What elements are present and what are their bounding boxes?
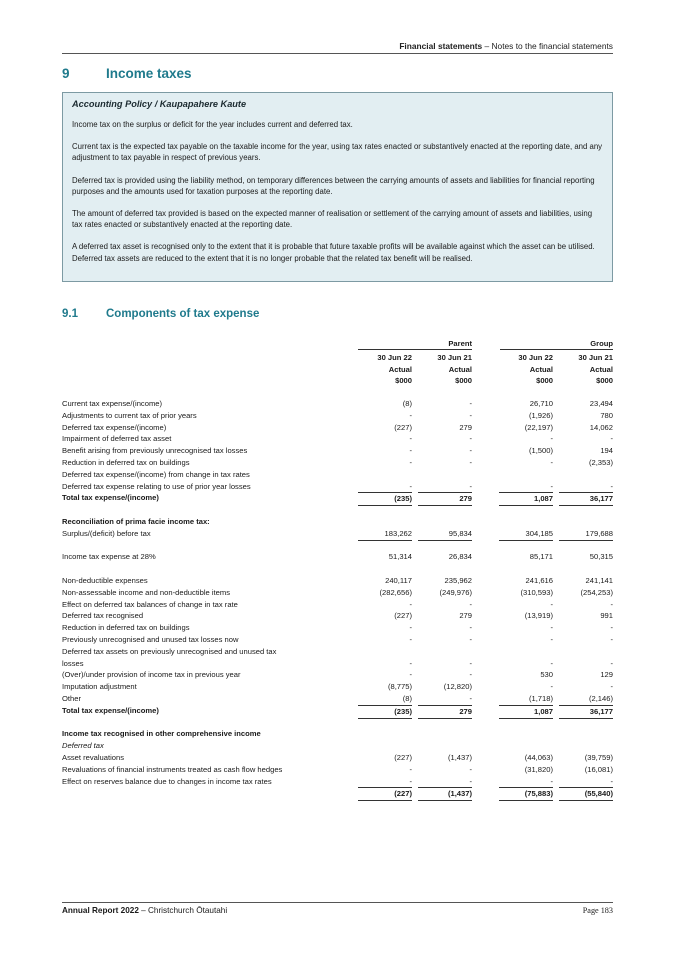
cell-value: -: [469, 399, 472, 408]
cell-value: -: [550, 599, 553, 609]
column-unit: $000: [455, 376, 472, 385]
cell-value: -: [409, 623, 412, 633]
cell-value: (12,820): [443, 682, 472, 692]
cell-value: (8): [402, 399, 412, 408]
column-unit: $000: [395, 376, 412, 385]
table-row: [62, 610, 613, 622]
running-header-rest: – Notes to the financial statements: [482, 41, 613, 51]
row-label: Adjustments to current tax of prior years: [62, 410, 197, 420]
column-header: [362, 352, 412, 387]
cell-value: -: [469, 434, 472, 444]
cell-value: 1,087: [499, 492, 553, 506]
row-label: Reduction in deferred tax on buildings: [62, 623, 190, 633]
row-label: Non-assessable income and non-deductible items: [62, 587, 231, 597]
cell-value: -: [550, 481, 553, 491]
accounting-policy-box: [62, 92, 613, 282]
row-label: Benefit arising from previously unrecognised tax losses: [62, 446, 248, 456]
cell-value: 14,062: [589, 422, 613, 432]
row-label: losses: [62, 658, 84, 668]
cell-value: -: [469, 481, 472, 491]
row-label: Non-deductible expenses: [62, 575, 148, 585]
column-date: 30 Jun 22: [377, 353, 412, 362]
cell-value: -: [550, 457, 553, 467]
row-label: (Over)/under provision of income tax in previous year: [62, 670, 241, 680]
cell-value: (227): [394, 422, 412, 432]
column-header: [422, 352, 472, 387]
column-groups: [62, 339, 613, 351]
cell-value: -: [409, 658, 412, 668]
cell-value: -: [550, 776, 553, 786]
table-row: [62, 646, 613, 658]
cell-value: 235,962: [444, 575, 472, 585]
cell-value: -: [409, 764, 412, 774]
row-label: Income tax recognised in other comprehensive income: [62, 729, 261, 739]
cell-value: (44,063): [524, 752, 553, 762]
row-label: Deferred tax: [62, 741, 104, 751]
cell-value: 194: [600, 446, 613, 456]
row-label: Total tax expense/(income): [62, 493, 159, 503]
cell-value: (1,437): [418, 787, 472, 801]
column-type: Actual: [529, 364, 553, 374]
cell-value: (1,718): [528, 693, 553, 703]
row-label: Total tax expense/(income): [62, 705, 159, 715]
cell-value: -: [469, 623, 472, 633]
cell-value: 85,171: [529, 552, 553, 562]
table-row: [62, 445, 613, 457]
section-title-text: Income taxes: [106, 66, 192, 81]
total-row: [62, 787, 613, 799]
table-row: [62, 422, 613, 434]
cell-value: -: [550, 658, 553, 668]
cell-value: -: [550, 623, 553, 633]
policy-paragraph: Current tax is the expected tax payable on the taxable income for the year, using tax rates enacted or substantively enacted at the reporting date, and any adjustment to tax payable in respect of previous years.: [72, 142, 603, 163]
row-spacer: [62, 540, 613, 552]
cell-value: 36,177: [559, 705, 613, 719]
row-label: Deferred tax expense/(income) from change in tax rates: [62, 469, 250, 479]
policy-paragraph: A deferred tax asset is recognised only to the extent that it is probable that future taxable profits will be available against which the asset can be utilised. Deferred tax assets are reduced to the extent that it is no longer probable that the related tax benefit will be realised.: [72, 242, 595, 263]
table-row: [62, 740, 613, 752]
cell-value: -: [610, 623, 613, 633]
cell-value: -: [469, 670, 472, 680]
cell-value: -: [409, 776, 412, 786]
cell-value: (227): [394, 752, 412, 762]
cell-value: -: [550, 634, 553, 644]
table-row: [62, 528, 613, 540]
cell-value: 304,185: [499, 528, 553, 541]
table-row: [62, 587, 613, 599]
policy-title: Accounting Policy / Kaupapahere Kaute: [72, 99, 247, 109]
row-label: Deferred tax recognised: [62, 611, 144, 621]
footer-report-rest: – Christchurch Ōtautahi: [138, 906, 228, 915]
cell-value: -: [409, 481, 412, 491]
policy-paragraph: Income tax on the surplus or deficit for the year includes current and deferred tax.: [72, 120, 353, 129]
cell-value: 279: [459, 422, 472, 432]
row-label: Reduction in deferred tax on buildings: [62, 457, 190, 467]
cell-value: 179,688: [559, 528, 613, 541]
row-label: Previously unrecognised and unused tax losses now: [62, 634, 239, 644]
column-unit: $000: [596, 376, 613, 385]
cell-value: -: [469, 634, 472, 644]
group-header-parent: Parent: [358, 339, 472, 350]
column-date: 30 Jun 22: [518, 353, 553, 362]
header-rule: [62, 53, 613, 54]
cell-value: -: [409, 446, 412, 456]
table-row: [62, 752, 613, 764]
cell-value: 1,087: [499, 705, 553, 719]
cell-value: 530: [540, 670, 553, 680]
table-row: [62, 599, 613, 611]
section-title: [62, 66, 192, 81]
column-date: 30 Jun 21: [437, 353, 472, 362]
cell-value: 279: [418, 492, 472, 506]
table-row: [62, 551, 613, 563]
cell-value: -: [610, 481, 613, 491]
footer-report-bold: Annual Report 2022: [62, 906, 139, 915]
cell-value: -: [409, 434, 412, 444]
cell-value: (282,656): [379, 587, 412, 597]
cell-value: (2,146): [588, 693, 613, 703]
cell-value: (235): [358, 705, 412, 719]
tax-expense-table: [62, 398, 613, 799]
table-row: [62, 398, 613, 410]
row-label: Surplus/(deficit) before tax: [62, 528, 151, 538]
cell-value: -: [409, 634, 412, 644]
cell-value: -: [469, 410, 472, 420]
group-header-group: Group: [500, 339, 613, 350]
cell-value: 26,710: [529, 399, 553, 408]
table-row: [62, 622, 613, 634]
table-row: [62, 575, 613, 587]
cell-value: (8): [402, 693, 412, 703]
cell-value: 129: [600, 670, 613, 680]
cell-value: -: [409, 457, 412, 467]
cell-value: -: [469, 457, 472, 467]
cell-value: (1,437): [447, 752, 472, 762]
column-type: Actual: [388, 364, 412, 374]
cell-value: -: [610, 658, 613, 668]
cell-value: -: [469, 599, 472, 609]
cell-value: 95,834: [418, 528, 472, 541]
cell-value: -: [409, 410, 412, 420]
cell-value: (227): [358, 787, 412, 801]
cell-value: 26,834: [448, 552, 472, 562]
cell-value: (16,081): [584, 764, 613, 774]
table-row: [62, 776, 613, 788]
row-label: Income tax expense at 28%: [62, 552, 156, 562]
total-row: [62, 492, 613, 504]
cell-value: 279: [418, 705, 472, 719]
cell-value: -: [610, 634, 613, 644]
page-number: Page 183: [582, 906, 613, 915]
cell-value: (1,500): [528, 446, 553, 456]
row-label: Deferred tax expense/(income): [62, 422, 167, 432]
cell-value: -: [610, 599, 613, 609]
cell-value: 241,616: [525, 575, 553, 585]
cell-value: 50,315: [589, 552, 613, 562]
cell-value: (1,926): [528, 410, 553, 420]
table-row: [62, 669, 613, 681]
cell-value: -: [409, 670, 412, 680]
cell-value: (13,919): [524, 611, 553, 621]
table-row: [62, 681, 613, 693]
row-label: Revaluations of financial instruments treated as cash flow hedges: [62, 764, 283, 774]
subsection-number: 9.1: [62, 308, 78, 320]
column-date: 30 Jun 21: [578, 353, 613, 362]
cell-value: (39,759): [584, 752, 613, 762]
cell-value: 241,141: [585, 575, 613, 585]
cell-value: (249,976): [439, 587, 472, 597]
cell-value: -: [550, 682, 553, 692]
table-row: [62, 433, 613, 445]
cell-value: -: [469, 776, 472, 786]
cell-value: (75,883): [499, 787, 553, 801]
cell-value: (31,820): [524, 764, 553, 774]
column-unit: $000: [536, 376, 553, 385]
running-header: [62, 41, 613, 51]
row-label: Deferred tax expense relating to use of prior year losses: [62, 481, 251, 491]
total-row: [62, 705, 613, 717]
subsection-title: [62, 308, 259, 320]
table-row: [62, 481, 613, 493]
cell-value: -: [610, 776, 613, 786]
row-label: Asset revaluations: [62, 752, 125, 762]
cell-value: 240,117: [385, 575, 412, 585]
subsection-title-text: Components of tax expense: [106, 308, 260, 320]
cell-value: (235): [358, 492, 412, 506]
table-row: [62, 764, 613, 776]
table-row: [62, 693, 613, 705]
footer-report-title: [62, 906, 227, 915]
table-row: [62, 658, 613, 670]
table-row: [62, 410, 613, 422]
cell-value: (254,253): [580, 587, 613, 597]
cell-value: 780: [600, 410, 613, 420]
cell-value: -: [550, 434, 553, 444]
cell-value: (2,353): [588, 457, 613, 467]
table-row: [62, 457, 613, 469]
row-label: Reconciliation of prima facie income tax:: [62, 516, 210, 526]
cell-value: -: [469, 658, 472, 668]
running-header-bold: Financial statements: [399, 41, 483, 51]
cell-value: (22,197): [524, 422, 553, 432]
row-label: Other: [62, 693, 81, 703]
cell-value: -: [610, 434, 613, 444]
footer-rule: [62, 902, 613, 903]
cell-value: -: [469, 446, 472, 456]
table-row: [62, 469, 613, 481]
table-row: [62, 634, 613, 646]
policy-paragraph: Deferred tax is provided using the liability method, on temporary differences between the carrying amounts of assets and liabilities for financial reporting purposes and the amounts used for taxation purposes at the reporting date.: [72, 175, 595, 196]
cell-value: (310,593): [520, 587, 553, 597]
column-type: Actual: [448, 364, 472, 374]
cell-value: 183,262: [358, 528, 412, 541]
column-header: [563, 352, 613, 387]
row-label: Imputation adjustment: [62, 682, 137, 692]
cell-value: 36,177: [559, 492, 613, 506]
row-label: Impairment of deferred tax asset: [62, 434, 172, 444]
row-label: Current tax expense/(income): [62, 399, 163, 408]
table-subheading: [62, 516, 613, 528]
policy-paragraph: The amount of deferred tax provided is based on the expected manner of realisation or settlement of the carrying amount of assets and liabilities, using tax rates enacted or substantively enacted at the reporting date.: [72, 209, 593, 230]
row-label: Deferred tax assets on previously unrecognised and unused tax: [62, 646, 277, 656]
cell-value: 279: [459, 611, 472, 621]
column-header: [503, 352, 553, 387]
cell-value: (8,775): [387, 682, 412, 692]
cell-value: (227): [394, 611, 412, 621]
cell-value: -: [610, 682, 613, 692]
cell-value: -: [469, 764, 472, 774]
cell-value: -: [409, 599, 412, 609]
table-subheading: [62, 728, 613, 740]
column-type: Actual: [589, 364, 613, 374]
cell-value: -: [469, 693, 472, 703]
cell-value: 23,494: [589, 399, 613, 408]
row-label: Effect on reserves balance due to changes in income tax rates: [62, 776, 272, 786]
cell-value: 991: [600, 611, 613, 621]
cell-value: 51,314: [388, 552, 412, 562]
section-number: 9: [62, 66, 70, 81]
cell-value: (55,840): [559, 787, 613, 801]
row-label: Effect on deferred tax balances of change in tax rate: [62, 599, 238, 609]
row-spacer: [62, 563, 613, 575]
